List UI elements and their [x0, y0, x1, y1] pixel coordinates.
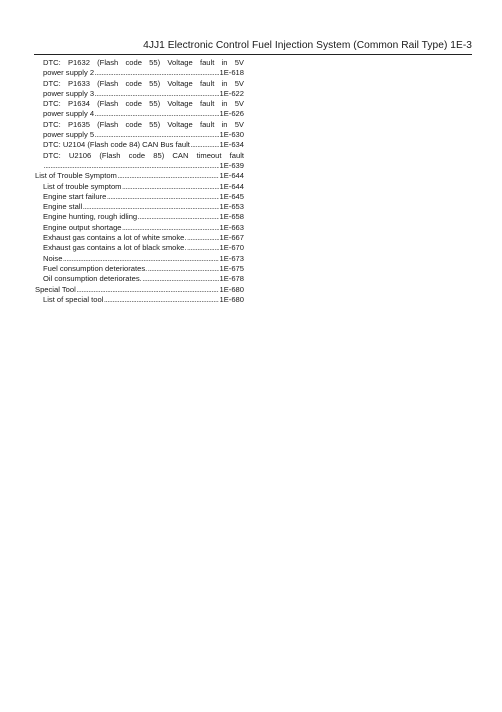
toc-entry-continuation: power supply 4 — [43, 109, 95, 119]
toc-entry-line — [43, 140, 244, 150]
toc-entry-line — [35, 285, 244, 295]
dot-leader — [76, 285, 219, 295]
dot-leader — [187, 233, 219, 243]
toc-entry-line — [43, 223, 244, 233]
dot-leader — [190, 140, 219, 150]
toc-page-number: 1E-675 — [219, 263, 244, 273]
toc-entry-title: DTC: U2106 (Flash code 85) CAN timeout fault — [43, 150, 244, 160]
table-of-contents — [35, 58, 244, 305]
toc-entry-title: Noise — [43, 253, 63, 263]
dot-leader — [95, 130, 219, 140]
toc-entry-line — [35, 171, 244, 181]
toc-entry-line — [43, 182, 244, 192]
toc-entry-title: List of special tool — [43, 294, 104, 304]
toc-entry-title: Oil consumption deteriorates. — [43, 274, 142, 284]
toc-page-number: 1E-645 — [219, 191, 244, 201]
toc-entry[interactable] — [35, 182, 244, 192]
toc-entry[interactable] — [35, 120, 244, 141]
dot-leader — [148, 264, 219, 274]
toc-entry-title: Fuel consumption deteriorates. — [43, 263, 148, 273]
dot-leader — [104, 295, 219, 305]
toc-entry-title: Exhaust gas contains a lot of black smoke. — [43, 243, 187, 253]
toc-entry-continuation: power supply 2 — [43, 68, 95, 78]
toc-page-number: 1E-663 — [219, 222, 244, 232]
toc-page-number: 1E-667 — [219, 233, 244, 243]
toc-entry-title: DTC: U2104 (Flash code 84) CAN Bus fault — [43, 140, 190, 150]
dot-leader — [187, 243, 219, 253]
toc-entry-line — [43, 233, 244, 243]
toc-entry[interactable] — [35, 264, 244, 274]
toc-entry[interactable] — [35, 151, 244, 172]
toc-entry[interactable] — [35, 58, 244, 79]
dot-leader — [107, 192, 219, 202]
dot-leader — [117, 171, 219, 181]
toc-entry[interactable] — [35, 295, 244, 305]
dot-leader — [95, 109, 219, 119]
toc-page-number: 1E-644 — [219, 171, 244, 181]
toc-entry[interactable] — [35, 192, 244, 202]
toc-entry-line — [43, 202, 244, 212]
toc-entry[interactable] — [35, 243, 244, 253]
toc-entry-title: DTC: P1635 (Flash code 55) Voltage fault in 5V — [43, 119, 244, 129]
toc-page-number: 1E-658 — [219, 212, 244, 222]
toc-entry[interactable] — [35, 285, 244, 295]
toc-entry-title: DTC: P1634 (Flash code 55) Voltage fault in 5V — [43, 99, 244, 109]
toc-entry-line — [43, 68, 244, 78]
dot-leader — [95, 89, 219, 99]
toc-entry[interactable] — [35, 140, 244, 150]
dot-leader — [63, 254, 219, 264]
toc-entry[interactable] — [35, 274, 244, 284]
toc-entry-title: Exhaust gas contains a lot of white smoke. — [43, 233, 187, 243]
toc-entry-line — [43, 192, 244, 202]
toc-page-number: 1E-634 — [219, 140, 244, 150]
toc-entry-line — [43, 212, 244, 222]
toc-page-number: 1E-622 — [219, 88, 244, 98]
toc-page-number: 1E-670 — [219, 243, 244, 253]
toc-entry-continuation: power supply 5 — [43, 130, 95, 140]
toc-entry-title: List of Trouble Symptom — [35, 171, 117, 181]
dot-leader — [95, 68, 219, 78]
toc-entry[interactable] — [35, 254, 244, 264]
toc-page-number: 1E-618 — [219, 68, 244, 78]
toc-page-number: 1E-680 — [219, 284, 244, 294]
toc-entry-title: Engine start failure — [43, 191, 107, 201]
toc-entry[interactable] — [35, 171, 244, 181]
dot-leader — [138, 212, 219, 222]
toc-entry[interactable] — [35, 223, 244, 233]
toc-entry-title: Engine stall — [43, 202, 83, 212]
toc-page-number: 1E-639 — [219, 160, 244, 170]
toc-entry-line — [43, 295, 244, 305]
toc-entry-line — [43, 254, 244, 264]
toc-entry[interactable] — [35, 79, 244, 100]
toc-entry-line — [43, 243, 244, 253]
header-rule — [34, 54, 472, 55]
toc-entry-title: Engine hunting, rough idling — [43, 212, 138, 222]
dot-leader — [122, 182, 219, 192]
toc-entry-line — [43, 161, 244, 171]
dot-leader — [142, 274, 219, 284]
toc-entry[interactable] — [35, 233, 244, 243]
page-header: 4JJ1 Electronic Control Fuel Injection System (Common Rail Type) 1E-3 — [143, 40, 472, 51]
toc-page-number: 1E-626 — [219, 109, 244, 119]
toc-page-number: 1E-673 — [219, 253, 244, 263]
toc-entry-title: DTC: P1633 (Flash code 55) Voltage fault in 5V — [43, 78, 244, 88]
toc-entry-line — [43, 264, 244, 274]
toc-entry-title: Engine output shortage — [43, 222, 122, 232]
toc-entry[interactable] — [35, 99, 244, 120]
toc-page-number: 1E-678 — [219, 274, 244, 284]
toc-page-number: 1E-680 — [219, 294, 244, 304]
toc-entry-line — [43, 109, 244, 119]
toc-entry[interactable] — [35, 212, 244, 222]
dot-leader — [83, 202, 219, 212]
toc-entry-line — [43, 274, 244, 284]
toc-entry-title: DTC: P1632 (Flash code 55) Voltage fault in 5V — [43, 58, 244, 67]
toc-entry-line — [43, 89, 244, 99]
toc-page-number: 1E-644 — [219, 181, 244, 191]
toc-entry-line — [43, 130, 244, 140]
toc-entry-continuation: power supply 3 — [43, 88, 95, 98]
toc-page-number: 1E-630 — [219, 130, 244, 140]
toc-entry[interactable] — [35, 202, 244, 212]
toc-page-number: 1E-653 — [219, 202, 244, 212]
dot-leader — [44, 161, 220, 171]
dot-leader — [122, 223, 219, 233]
toc-entry-title: Special Tool — [35, 284, 76, 294]
toc-entry-title: List of trouble symptom — [43, 181, 122, 191]
